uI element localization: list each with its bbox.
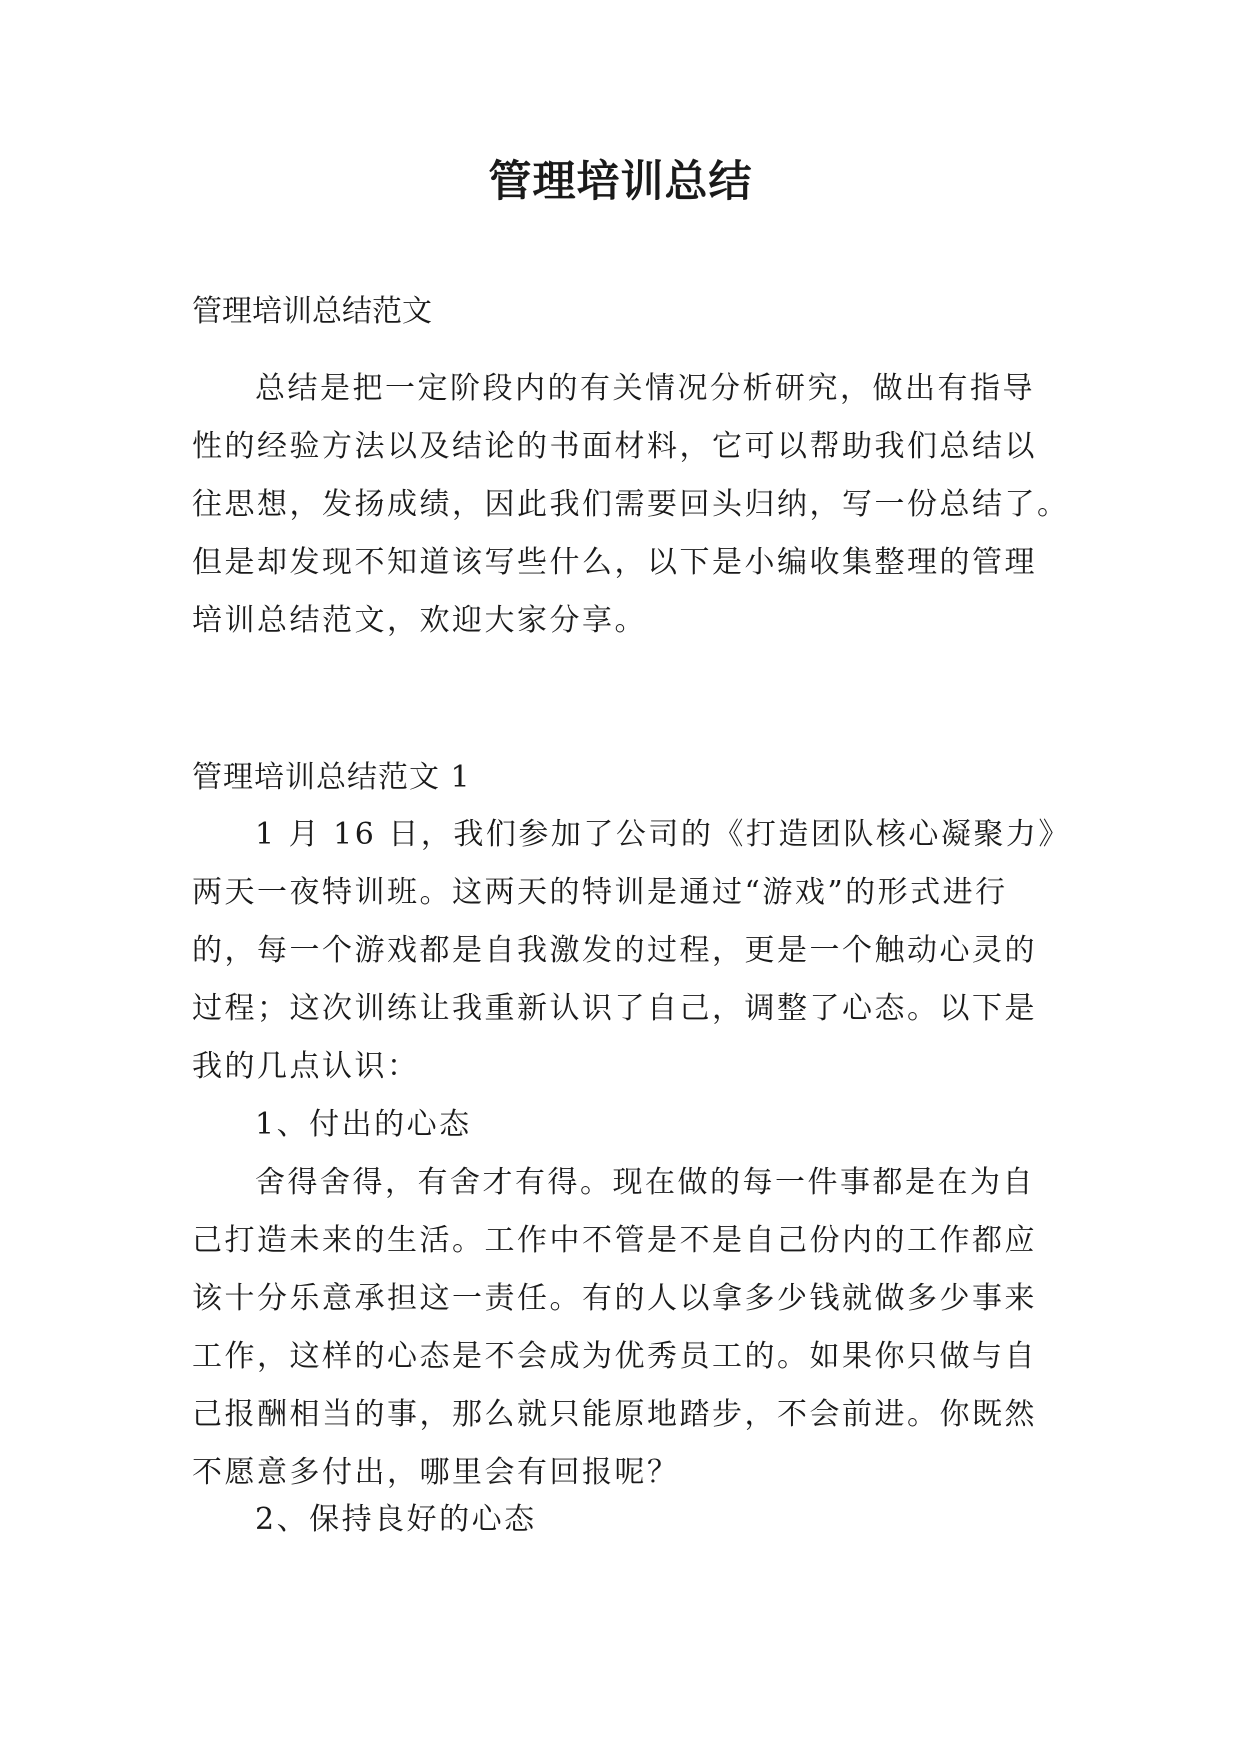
point1-line: 不愿意多付出，哪里会有回报呢？	[192, 1455, 680, 1490]
section1-line: 两天一夜特训班。这两天的特训是通过“游戏”的形式进行	[192, 875, 1008, 910]
intro-line: 往思想，发扬成绩，因此我们需要回头归纳，写一份总结了。	[192, 487, 1070, 522]
document-title: 管理培训总结	[488, 157, 753, 207]
section1-line: 的，每一个游戏都是自我激发的过程，更是一个触动心灵的	[192, 933, 1037, 968]
section1-line: 过程；这次训练让我重新认识了自己，调整了心态。以下是	[192, 991, 1037, 1026]
intro-line: 性的经验方法以及结论的书面材料，它可以帮助我们总结以	[192, 429, 1037, 464]
point1-line: 己打造未来的生活。工作中不管是不是自己份内的工作都应	[192, 1223, 1037, 1258]
section1-line: 1 月 16 日，我们参加了公司的《打造团队核心凝聚力》	[255, 817, 1071, 852]
point1-paragraph	[192, 1154, 1072, 1502]
point1-line: 工作，这样的心态是不会成为优秀员工的。如果你只做与自	[192, 1339, 1037, 1374]
section-heading: 管理培训总结范文 1	[192, 760, 471, 795]
intro-paragraph	[192, 360, 1072, 650]
intro-line: 但是却发现不知道该写些什么，以下是小编收集整理的管理	[192, 545, 1037, 580]
point1-line: 该十分乐意承担这一责任。有的人以拿多少钱就做多少事来	[192, 1281, 1037, 1316]
intro-line: 培训总结范文，欢迎大家分享。	[192, 603, 647, 638]
intro-line: 总结是把一定阶段内的有关情况分析研究，做出有指导	[255, 371, 1035, 406]
point1-line: 舍得舍得，有舍才有得。现在做的每一件事都是在为自	[255, 1165, 1035, 1200]
point1-heading: 1、付出的心态	[255, 1107, 472, 1142]
point2-heading: 2、保持良好的心态	[255, 1502, 537, 1537]
document-subtitle: 管理培训总结范文	[192, 294, 432, 329]
section1-line: 我的几点认识：	[192, 1049, 420, 1084]
point1-line: 己报酬相当的事，那么就只能原地踏步，不会前进。你既然	[192, 1397, 1037, 1432]
section1-paragraph	[192, 806, 1072, 1096]
